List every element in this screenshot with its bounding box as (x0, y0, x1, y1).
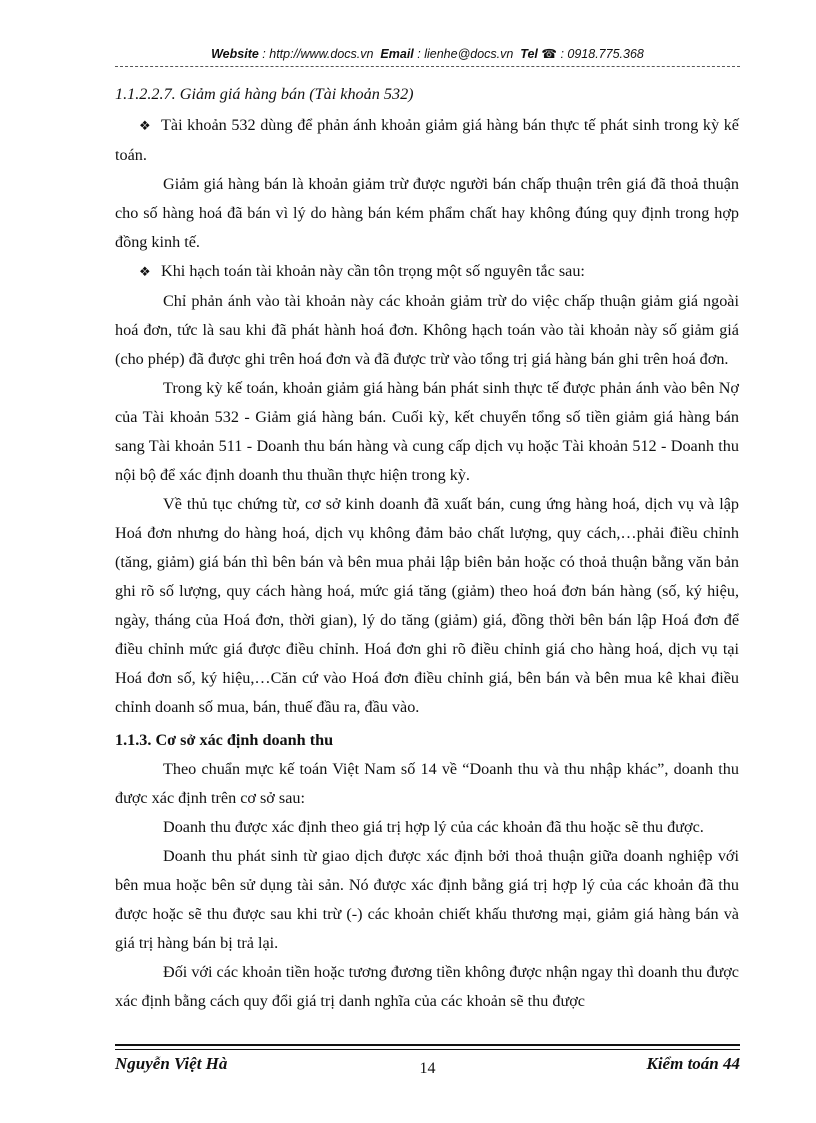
website-label: Website (211, 47, 259, 61)
paragraph-3: ❖ Khi hạch toán tài khoản này cần tôn trọng một số nguyên tắc sau: (115, 257, 739, 287)
footer-class: Kiểm toán 44 (646, 1054, 740, 1073)
paragraph-6: Về thủ tục chứng từ, cơ sở kinh doanh đã xuất bán, cung ứng hàng hoá, dịch vụ và lập Hoá đơn nhưng do hàng hoá, dịch vụ không đảm bảo chất lượng, quy cách,…phải điều chỉnh (tăng, giảm) giá bán thì bên bán và bên mua phải lập biên bản hoặc có thoả thuận bằng văn bản ghi rõ số lượng, quy cách hàng hoá, mức giá tăng (giảm) theo hoá đơn bán hàng (số, ký hiệu, ngày, tháng của Hoá đơn, thời gian), lý do tăng (giảm) giá, đồng thời bên bán lập Hoá đơn để điều chỉnh mức giá được điều chỉnh. Hoá đơn ghi rõ điều chỉnh giá cho hàng hoá, dịch vụ tại Hoá đơn số, ký hiệu,…Căn cứ vào Hoá đơn điều chỉnh giá, bên bán và bên mua kê khai điều chỉnh doanh số mua, bán, thuế đầu ra, đầu vào. (115, 495, 739, 716)
footer-author: Nguyễn Việt Hà (115, 1054, 228, 1073)
phone-icon: ☎ (541, 46, 557, 61)
bullet-diamond-icon: ❖ (139, 265, 151, 280)
email-label: Email (380, 47, 414, 61)
page-footer (115, 1054, 740, 1084)
paragraph-7: Theo chuẩn mực kế toán Việt Nam số 14 về “Doanh thu và thu nhập khác”, doanh thu được xác định trên cơ sở sau: (115, 760, 739, 807)
document-body (115, 80, 739, 1016)
header-divider (115, 66, 740, 67)
footer-divider-thin (115, 1049, 740, 1050)
tel-number: : 0918.775.368 (560, 47, 644, 61)
website-url[interactable]: : http://www.docs.vn (262, 47, 374, 61)
bullet-diamond-icon: ❖ (139, 119, 151, 134)
paragraph-1: ❖ Tài khoản 532 dùng để phản ánh khoản giảm giá hàng bán thực tế phát sinh trong kỳ kế toán. (115, 111, 739, 170)
email-address[interactable]: : lienhe@docs.vn (417, 47, 514, 61)
paragraph-5: Trong kỳ kế toán, khoản giảm giá hàng bán phát sinh thực tế được phản ánh vào bên Nợ của Tài khoản 532 - Giảm giá hàng bán. Cuối kỳ, kết chuyển tổng số tiền giảm giá hàng bán sang Tài khoản 511 - Doanh thu bán hàng và cung cấp dịch vụ hoặc Tài khoản 512 - Doanh thu nội bộ để xác định doanh thu thuần thực hiện trong kỳ. (115, 379, 739, 484)
paragraph-10: Đối với các khoản tiền hoặc tương đương tiền không được nhận ngay thì doanh thu được xác định bằng cách quy đổi giá trị danh nghĩa của các khoản sẽ thu được (115, 963, 739, 1010)
page-header (115, 46, 740, 61)
footer-divider-thick (115, 1044, 740, 1046)
page-number: 14 (419, 1060, 436, 1077)
paragraph-9: Doanh thu phát sinh từ giao dịch được xác định bởi thoả thuận giữa doanh nghiệp với bên mua hoặc bên sử dụng tài sản. Nó được xác định bằng giá trị hợp lý của các khoản đã thu được hoặc sẽ thu được sau khi trừ (-) các khoản chiết khấu thương mại, giảm giá hàng bán và giá trị hàng bán bị trả lại. (115, 847, 739, 952)
tel-label: Tel (520, 47, 538, 61)
paragraph-2: Giảm giá hàng bán là khoản giảm trừ được người bán chấp thuận trên giá đã thoả thuận cho số hàng hoá đã bán vì lý do hàng bán kém phẩm chất hay không đúng quy định trong hợp đồng kinh tế. (115, 175, 739, 251)
paragraph-8: Doanh thu được xác định theo giá trị hợp lý của các khoản đã thu hoặc sẽ thu được. (163, 818, 704, 836)
paragraph-4: Chỉ phản ánh vào tài khoản này các khoản giảm trừ do việc chấp thuận giảm giá ngoài hoá đơn, tức là sau khi đã phát hành hoá đơn. Không hạch toán vào tài khoản này số giảm giá (cho phép) đã được ghi trên hoá đơn và đã được trừ vào tổng trị giá hàng bán ghi trên hoá đơn. (115, 292, 739, 368)
section-heading-532: 1.1.2.2.7. Giảm giá hàng bán (Tài khoản 532) (115, 85, 414, 103)
section-heading-113: 1.1.3. Cơ sở xác định doanh thu (115, 731, 334, 749)
